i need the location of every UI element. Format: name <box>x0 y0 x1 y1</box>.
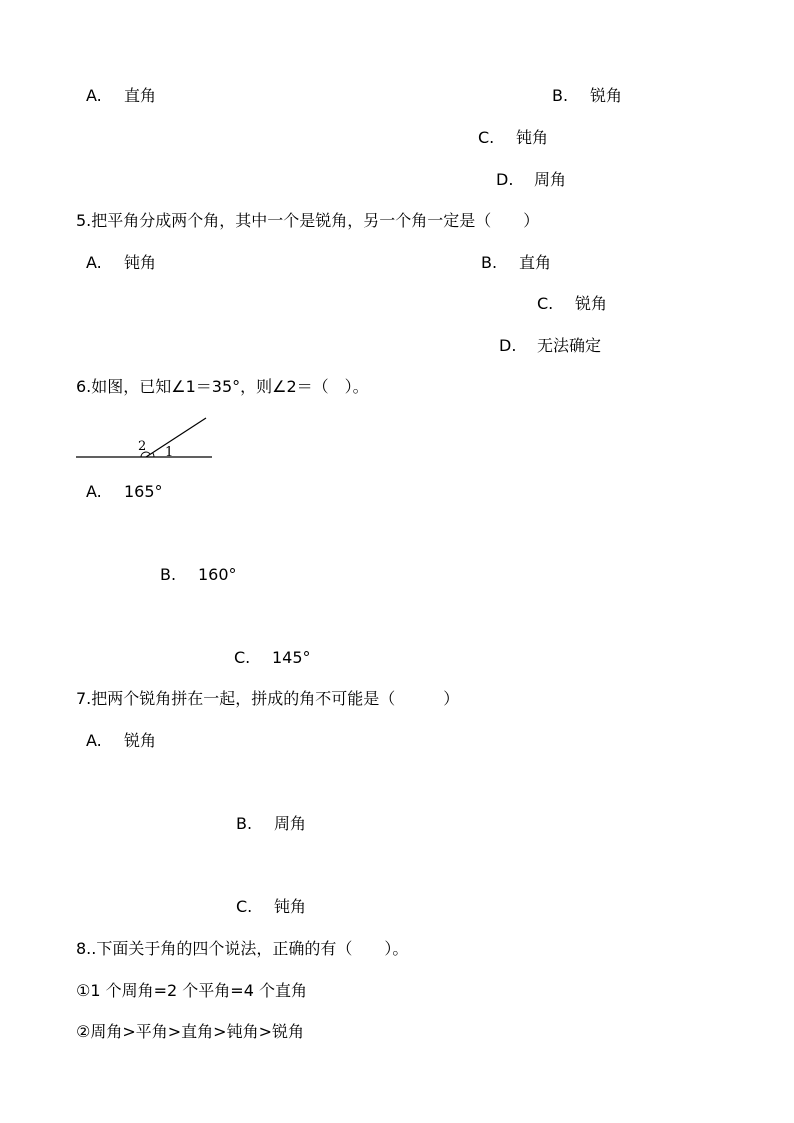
option-label: B. <box>160 565 177 584</box>
option-text: 周角 <box>274 814 307 833</box>
option-label: D. <box>499 336 517 355</box>
q4-option-a[interactable] <box>86 86 156 106</box>
option-text: 钝角 <box>274 897 307 916</box>
q6-option-a[interactable] <box>86 482 163 502</box>
q7-option-c[interactable] <box>236 897 306 917</box>
option-label: B. <box>481 253 498 272</box>
option-label: A. <box>86 731 102 750</box>
option-label: B. <box>236 814 253 833</box>
q5-option-a[interactable] <box>86 253 156 273</box>
q4-option-c[interactable] <box>478 128 548 148</box>
option-text: 直角 <box>519 253 552 272</box>
q7-stem: 7.把两个锐角拼在一起，拼成的角不可能是（ ） <box>76 689 460 708</box>
q5-option-d[interactable] <box>499 336 601 356</box>
option-label: C. <box>478 128 495 147</box>
option-text: 165° <box>124 482 163 501</box>
q4-option-b[interactable] <box>552 86 622 106</box>
option-label: B. <box>552 86 569 105</box>
option-text: 直角 <box>124 86 157 105</box>
q6-stem: 6.如图，已知∠1＝35°，则∠2＝（ ）。 <box>76 377 369 396</box>
angle-figure <box>74 414 216 462</box>
q5-option-c[interactable] <box>537 294 607 314</box>
option-label: A. <box>86 482 102 501</box>
option-label: A. <box>86 86 102 105</box>
angle-2-label: 2 <box>138 439 147 454</box>
q7-option-a[interactable] <box>86 731 156 751</box>
angle-1-arc <box>153 453 154 457</box>
option-label: A. <box>86 253 102 272</box>
option-text: 钝角 <box>124 253 157 272</box>
option-text: 160° <box>198 565 237 584</box>
ray-line <box>146 418 206 457</box>
q4-option-d[interactable] <box>496 170 566 190</box>
q5-option-b[interactable] <box>481 253 551 273</box>
option-label: D. <box>496 170 514 189</box>
option-text: 锐角 <box>575 294 608 313</box>
q8-statement-1: ①1 个周角=2 个平角=4 个直角 <box>76 981 307 1000</box>
option-text: 锐角 <box>590 86 623 105</box>
q5-stem: 5.把平角分成两个角，其中一个是锐角，另一个角一定是（ ） <box>76 211 540 230</box>
q6-option-b[interactable] <box>160 565 237 585</box>
option-text: 钝角 <box>516 128 549 147</box>
option-text: 周角 <box>534 170 567 189</box>
q7-option-b[interactable] <box>236 814 306 834</box>
angle-1-label: 1 <box>165 445 174 460</box>
option-label: C. <box>537 294 554 313</box>
option-label: C. <box>234 648 251 667</box>
option-label: C. <box>236 897 253 916</box>
option-text: 锐角 <box>124 731 157 750</box>
option-text: 无法确定 <box>537 336 602 355</box>
q8-stem: 8..下面关于角的四个说法，正确的有（ ）。 <box>76 939 409 958</box>
q6-option-c[interactable] <box>234 648 311 668</box>
q8-statement-2: ②周角>平角>直角>钝角>锐角 <box>76 1022 304 1041</box>
option-text: 145° <box>272 648 311 667</box>
